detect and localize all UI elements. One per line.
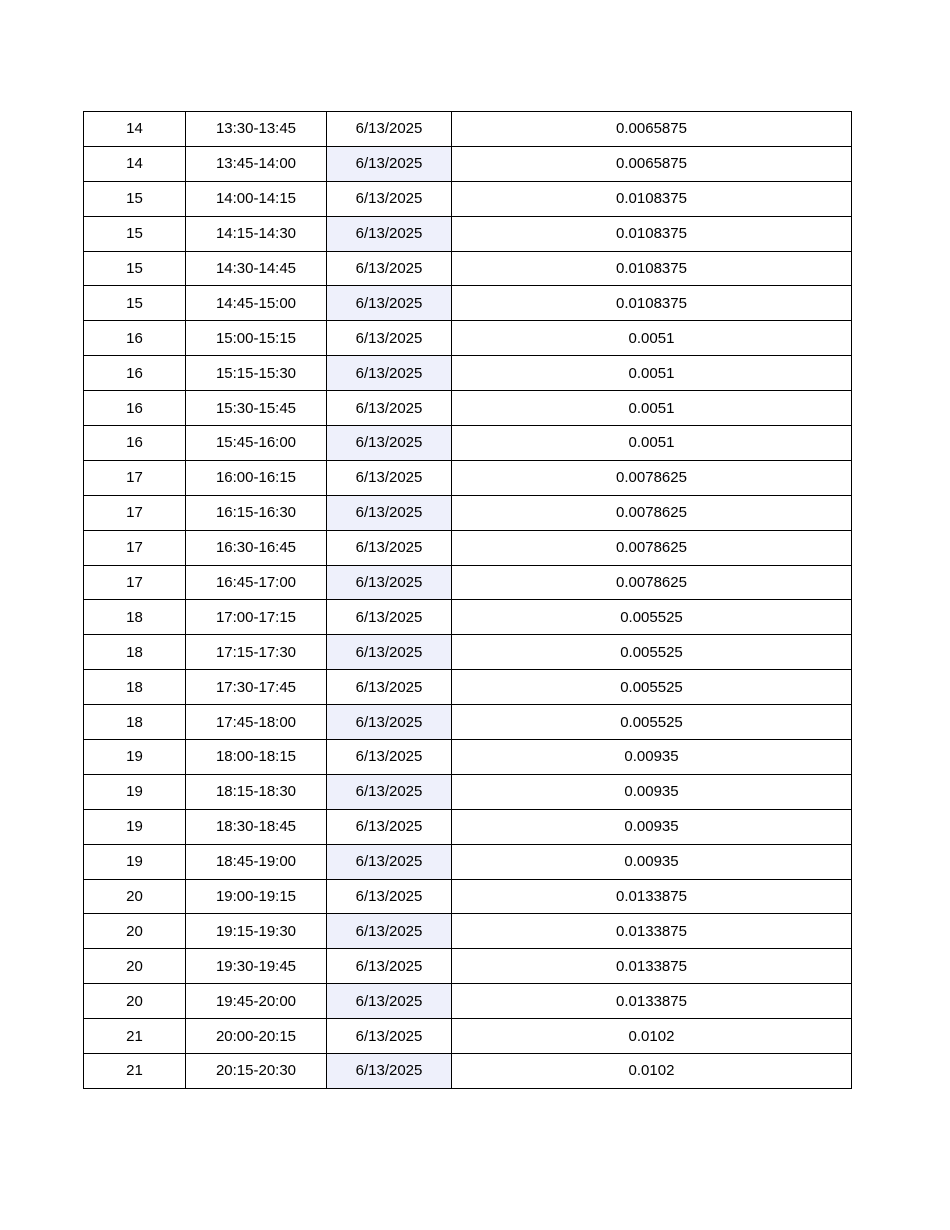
table-row — [84, 1054, 852, 1089]
table-row — [84, 426, 852, 461]
value-cell: 0.005525 — [452, 635, 852, 670]
hour-cell: 20 — [84, 879, 186, 914]
time-slot-cell: 14:45-15:00 — [186, 286, 327, 321]
table-row — [84, 949, 852, 984]
value-cell: 0.0078625 — [452, 495, 852, 530]
date-cell: 6/13/2025 — [327, 391, 452, 426]
value-cell: 0.0051 — [452, 321, 852, 356]
table-row — [84, 879, 852, 914]
table-row — [84, 216, 852, 251]
hour-cell: 19 — [84, 809, 186, 844]
table-row — [84, 112, 852, 147]
hour-cell: 19 — [84, 740, 186, 775]
table-row — [84, 251, 852, 286]
date-cell: 6/13/2025 — [327, 112, 452, 147]
value-cell: 0.0133875 — [452, 949, 852, 984]
table-row — [84, 740, 852, 775]
time-slot-cell: 18:30-18:45 — [186, 809, 327, 844]
table-row — [84, 356, 852, 391]
time-slot-cell: 19:00-19:15 — [186, 879, 327, 914]
hour-cell: 17 — [84, 565, 186, 600]
date-cell: 6/13/2025 — [327, 984, 452, 1019]
time-slot-cell: 16:15-16:30 — [186, 495, 327, 530]
date-cell: 6/13/2025 — [327, 600, 452, 635]
value-cell: 0.0108375 — [452, 251, 852, 286]
time-slot-cell: 20:15-20:30 — [186, 1054, 327, 1089]
time-slot-cell: 14:15-14:30 — [186, 216, 327, 251]
date-cell: 6/13/2025 — [327, 216, 452, 251]
date-cell: 6/13/2025 — [327, 635, 452, 670]
table-row — [84, 1019, 852, 1054]
value-cell: 0.0108375 — [452, 216, 852, 251]
date-cell: 6/13/2025 — [327, 146, 452, 181]
hour-cell: 20 — [84, 914, 186, 949]
table-row — [84, 565, 852, 600]
time-slot-cell: 19:30-19:45 — [186, 949, 327, 984]
value-cell: 0.0133875 — [452, 984, 852, 1019]
date-cell: 6/13/2025 — [327, 286, 452, 321]
value-cell: 0.0108375 — [452, 181, 852, 216]
date-cell: 6/13/2025 — [327, 530, 452, 565]
hour-cell: 15 — [84, 251, 186, 286]
value-cell: 0.0051 — [452, 426, 852, 461]
time-slot-cell: 17:30-17:45 — [186, 670, 327, 705]
table-row — [84, 530, 852, 565]
date-cell: 6/13/2025 — [327, 426, 452, 461]
time-slot-cell: 15:45-16:00 — [186, 426, 327, 461]
value-cell: 0.0051 — [452, 391, 852, 426]
hour-cell: 21 — [84, 1019, 186, 1054]
hour-cell: 15 — [84, 286, 186, 321]
hour-cell: 18 — [84, 600, 186, 635]
hour-cell: 17 — [84, 495, 186, 530]
value-cell: 0.005525 — [452, 670, 852, 705]
hour-cell: 18 — [84, 635, 186, 670]
time-slot-cell: 20:00-20:15 — [186, 1019, 327, 1054]
hour-cell: 16 — [84, 426, 186, 461]
time-slot-cell: 18:45-19:00 — [186, 844, 327, 879]
hour-cell: 15 — [84, 181, 186, 216]
hour-cell: 19 — [84, 844, 186, 879]
date-cell: 6/13/2025 — [327, 809, 452, 844]
value-cell: 0.0051 — [452, 356, 852, 391]
hour-cell: 18 — [84, 670, 186, 705]
table-row — [84, 984, 852, 1019]
value-cell: 0.0102 — [452, 1054, 852, 1089]
time-slot-cell: 13:45-14:00 — [186, 146, 327, 181]
table-row — [84, 635, 852, 670]
date-cell: 6/13/2025 — [327, 774, 452, 809]
data-table — [83, 111, 852, 1089]
hour-cell: 19 — [84, 774, 186, 809]
value-cell: 0.0108375 — [452, 286, 852, 321]
value-cell: 0.0078625 — [452, 565, 852, 600]
time-slot-cell: 16:30-16:45 — [186, 530, 327, 565]
date-cell: 6/13/2025 — [327, 705, 452, 740]
value-cell: 0.00935 — [452, 740, 852, 775]
date-cell: 6/13/2025 — [327, 356, 452, 391]
table-row — [84, 146, 852, 181]
time-slot-cell: 15:30-15:45 — [186, 391, 327, 426]
value-cell: 0.0078625 — [452, 460, 852, 495]
time-slot-cell: 18:00-18:15 — [186, 740, 327, 775]
time-slot-cell: 16:45-17:00 — [186, 565, 327, 600]
time-slot-cell: 14:30-14:45 — [186, 251, 327, 286]
table-row — [84, 600, 852, 635]
value-cell: 0.00935 — [452, 774, 852, 809]
value-cell: 0.00935 — [452, 844, 852, 879]
time-slot-cell: 18:15-18:30 — [186, 774, 327, 809]
value-cell: 0.005525 — [452, 600, 852, 635]
table-row — [84, 460, 852, 495]
value-cell: 0.00935 — [452, 809, 852, 844]
value-cell: 0.0102 — [452, 1019, 852, 1054]
table-row — [84, 495, 852, 530]
date-cell: 6/13/2025 — [327, 460, 452, 495]
table-row — [84, 286, 852, 321]
hour-cell: 20 — [84, 949, 186, 984]
table-body — [84, 112, 852, 1089]
table-row — [84, 705, 852, 740]
table-row — [84, 391, 852, 426]
time-slot-cell: 17:45-18:00 — [186, 705, 327, 740]
hour-cell: 16 — [84, 321, 186, 356]
time-slot-cell: 14:00-14:15 — [186, 181, 327, 216]
time-slot-cell: 19:15-19:30 — [186, 914, 327, 949]
value-cell: 0.0065875 — [452, 112, 852, 147]
date-cell: 6/13/2025 — [327, 879, 452, 914]
time-slot-cell: 19:45-20:00 — [186, 984, 327, 1019]
date-cell: 6/13/2025 — [327, 914, 452, 949]
hour-cell: 16 — [84, 391, 186, 426]
table-row — [84, 670, 852, 705]
hour-cell: 17 — [84, 460, 186, 495]
date-cell: 6/13/2025 — [327, 565, 452, 600]
hour-cell: 15 — [84, 216, 186, 251]
date-cell: 6/13/2025 — [327, 1019, 452, 1054]
time-slot-cell: 16:00-16:15 — [186, 460, 327, 495]
date-cell: 6/13/2025 — [327, 949, 452, 984]
date-cell: 6/13/2025 — [327, 740, 452, 775]
time-slot-cell: 15:15-15:30 — [186, 356, 327, 391]
date-cell: 6/13/2025 — [327, 670, 452, 705]
hour-cell: 14 — [84, 146, 186, 181]
table-row — [84, 181, 852, 216]
hour-cell: 20 — [84, 984, 186, 1019]
hour-cell: 14 — [84, 112, 186, 147]
time-slot-cell: 17:15-17:30 — [186, 635, 327, 670]
table-row — [84, 809, 852, 844]
table-row — [84, 774, 852, 809]
value-cell: 0.0065875 — [452, 146, 852, 181]
time-slot-cell: 13:30-13:45 — [186, 112, 327, 147]
time-slot-cell: 17:00-17:15 — [186, 600, 327, 635]
date-cell: 6/13/2025 — [327, 844, 452, 879]
date-cell: 6/13/2025 — [327, 321, 452, 356]
hour-cell: 17 — [84, 530, 186, 565]
date-cell: 6/13/2025 — [327, 1054, 452, 1089]
hour-cell: 16 — [84, 356, 186, 391]
hour-cell: 18 — [84, 705, 186, 740]
date-cell: 6/13/2025 — [327, 181, 452, 216]
table-row — [84, 844, 852, 879]
value-cell: 0.0078625 — [452, 530, 852, 565]
table-row — [84, 321, 852, 356]
date-cell: 6/13/2025 — [327, 495, 452, 530]
hour-cell: 21 — [84, 1054, 186, 1089]
time-slot-cell: 15:00-15:15 — [186, 321, 327, 356]
value-cell: 0.005525 — [452, 705, 852, 740]
date-cell: 6/13/2025 — [327, 251, 452, 286]
value-cell: 0.0133875 — [452, 914, 852, 949]
table-row — [84, 914, 852, 949]
value-cell: 0.0133875 — [452, 879, 852, 914]
